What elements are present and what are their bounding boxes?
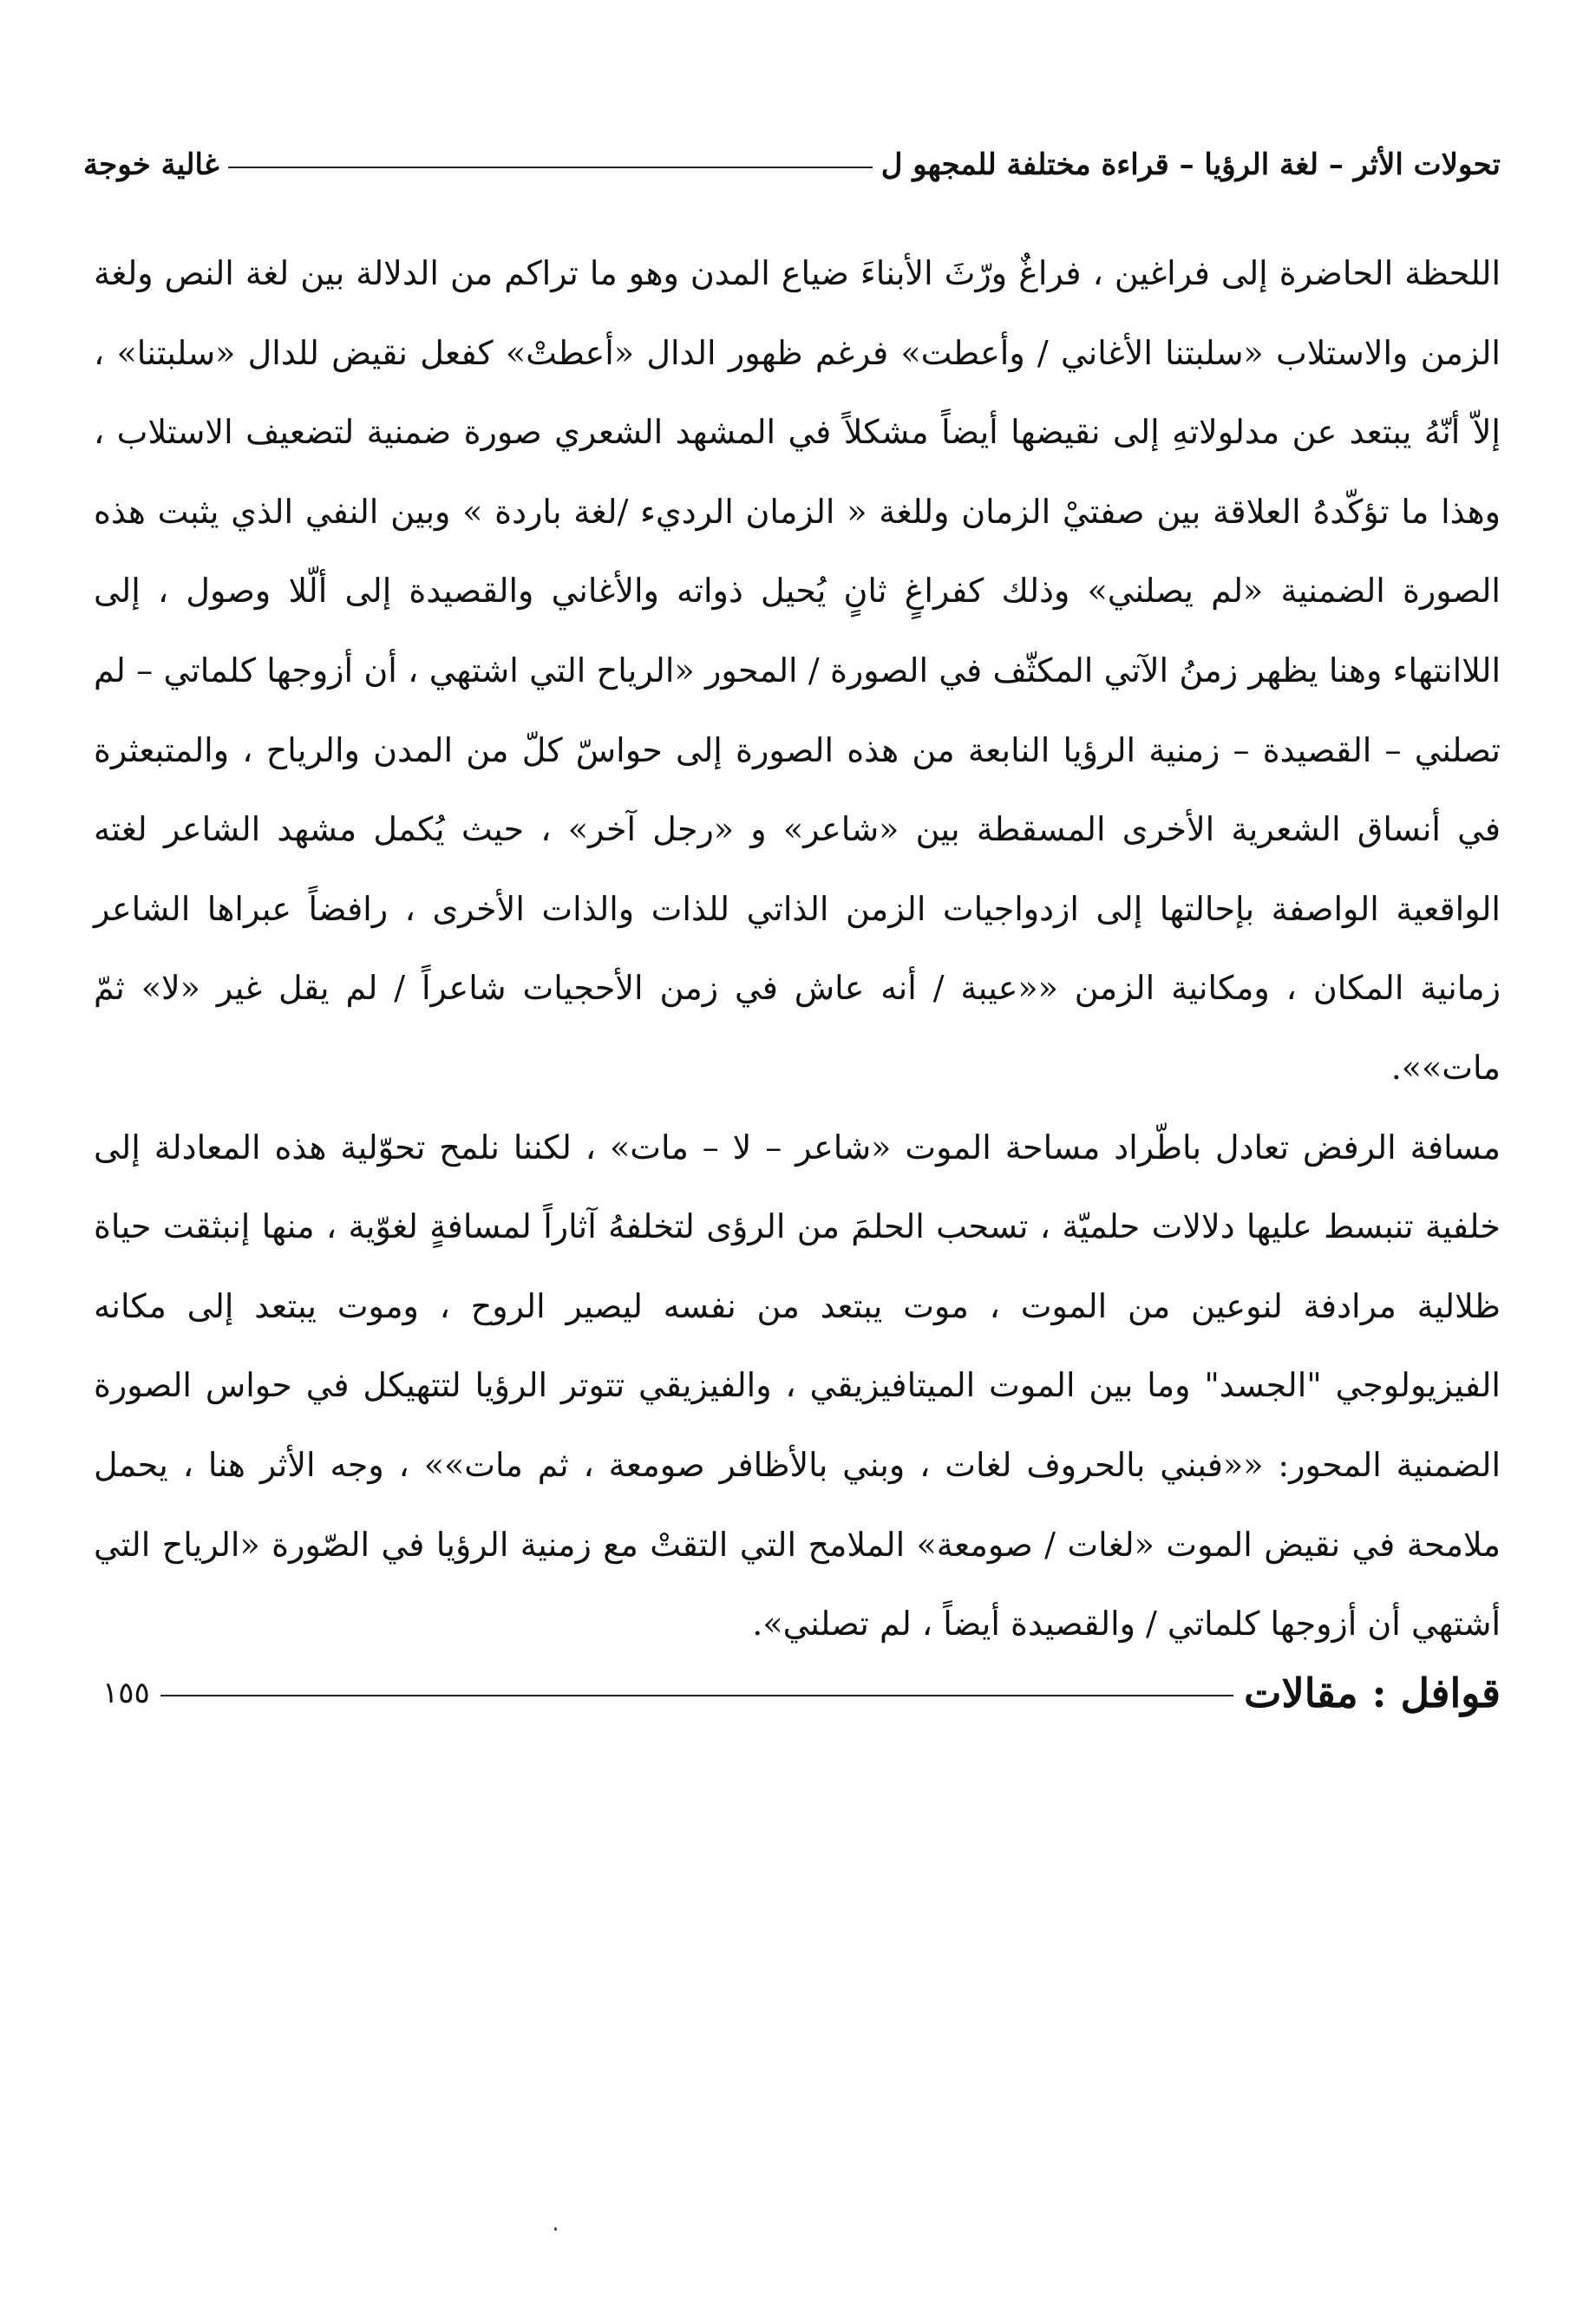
footer-journal: قوافل : مقالات xyxy=(1244,1670,1501,1716)
header-title: تحولات الأثر – لغة الرؤيا – قراءة مختلفة للمجهو ل xyxy=(880,147,1501,182)
scan-speck xyxy=(554,2227,557,2231)
paragraph-2: مسافة الرفض تعادل باطّراد مساحة الموت «شاعر – لا – مات» ، لكننا نلمح تحوّلية هذه المعادلة إلى خلفية تنبسط عليها دلالات حلميّة ، تسحب الحلمَ من الرؤى لتخلفهُ آثاراً لمسافةٍ لغوّية ، منها إنبثقت حياة ظلالية مرادفة لنوعين من الموت ، موت يبتعد من نفسه ليصير الروح ، وموت يبتعد إلى مكانه الفيزيولوجي "الجسد" وما بين الموت الميتافيزيقي ، والفيزيقي تتوتر الرؤيا لتتهيكل في حواس الصورة الضمنية المحور: ««فبني بالحروف لغات ، وبني بالأظافر صومعة ، ثم مات»» ، وجه الأثر هنا ، يحمل ملامحة في نقيض الموت «لغات / صومعة» الملامح التي التقتْ مع زمنية الرؤيا في الصّورة «الرياح التي أشتهي أن أزوجها كلماتي / والقصيدة أيضاً ، لم تصلني». xyxy=(94,1128,1501,1644)
page-number: ١٥٥ xyxy=(102,1676,150,1710)
running-footer xyxy=(102,1658,1501,1728)
running-header xyxy=(83,130,1501,199)
paragraph-1: اللحظة الحاضرة إلى فراغين ، فراغٌ ورّثَ الأبناءَ ضياع المدن وهو ما تراكم من الدلالة بين لغة النص ولغة الزمن والاستلاب «سلبتنا الأغاني / وأعطت» فرغم ظهور الدال «أعطتْ» كفعل نقيض للدال «سلبتنا» ، إلاّ أنّهُ يبتعد عن مدلولاتهِ إلى نقيضها أيضاً مشكلاً في المشهد الشعري صورة ضمنية لتضعيف الاستلاب ، وهذا ما تؤكّدهُ العلاقة بين صفتيْ الزمان وللغة « الزمان الرديء /لغة باردة » وبين النفي الذي يثبت هذه الصورة الضمنية «لم يصلني» وذلك كفراغٍ ثانٍ يُحيل ذواته والأغاني والقصيدة إلى ألّلا وصول ، إلى اللاانتهاء وهنا يظهر زمنُ الآتي المكثّف في الصورة / المحور «الرياح التي اشتهي ، أن أزوجها كلماتي – لم تصلني – القصيدة – زمنية الرؤيا النابعة من هذه الصورة إلى حواسّ كلّ من المدن والرياح ، والمتبعثرة في أنساق الشعرية الأخرى المسقطة بين «شاعر» و «رجل آخر» ، حيث يُكمل مشهد الشاعر لغته الواقعية الواصفة بإحالتها إلى ازدواجيات الزمن الذاتي للذات والذات الأخرى ، رافضاً عبراها الشاعر زمانية المكان ، ومكانية الزمن ««عيبة / أنه عاش في زمن الأحجيات شاعراً / لم يقل غير «لا» ثمّ مات»». xyxy=(94,254,1501,1087)
header-rule xyxy=(228,167,873,168)
header-author: غالية خوجة xyxy=(83,147,219,182)
footer-rule xyxy=(160,1695,1233,1696)
body-text xyxy=(94,234,1501,1664)
